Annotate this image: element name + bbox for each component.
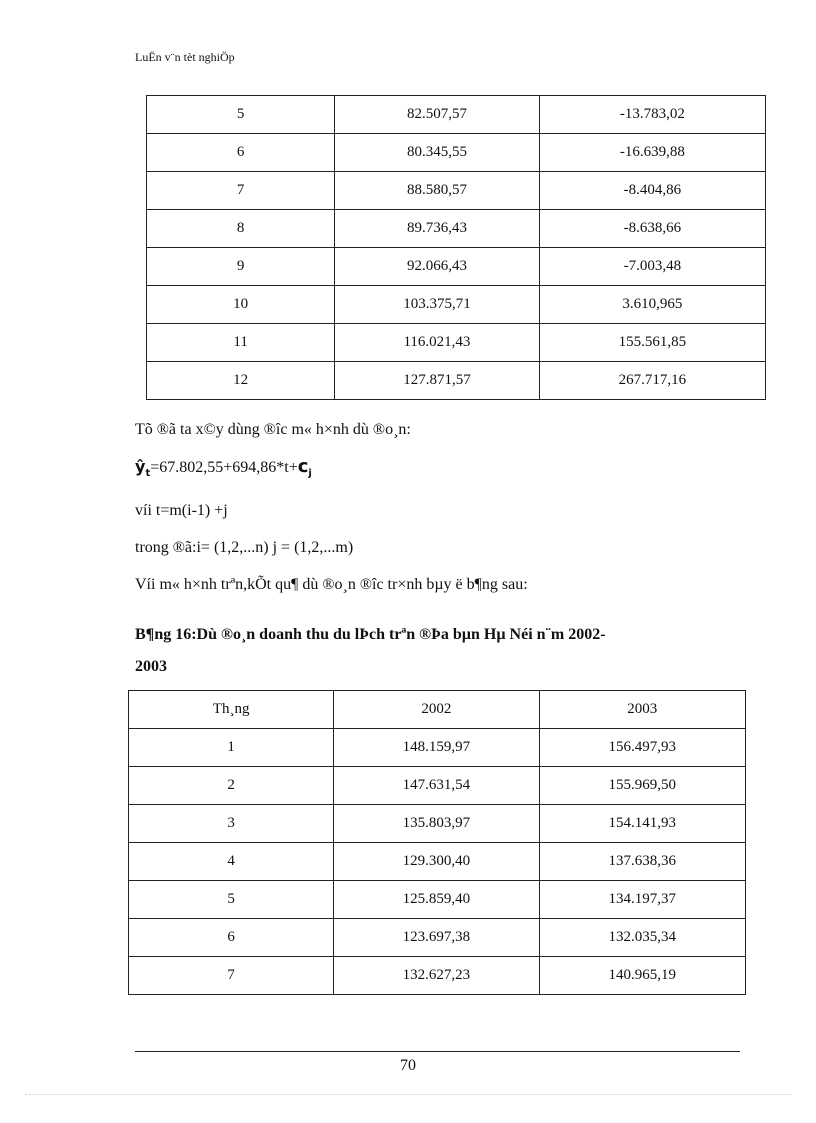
table-cell: 137.638,36 <box>539 843 745 881</box>
table-cell: 9 <box>147 248 335 286</box>
paragraph-t-definition: víi t=m(i-1) +j <box>135 502 228 519</box>
table-cell: 6 <box>129 919 334 957</box>
forecast-table-part1 <box>146 95 766 400</box>
table-cell: -8.404,86 <box>539 172 765 210</box>
table-row <box>147 286 766 324</box>
table-cell: 3 <box>129 805 334 843</box>
equation-c: c <box>297 456 309 477</box>
column-header: 2002 <box>334 691 539 729</box>
equation-c-subscript: j <box>308 468 312 479</box>
paragraph-index-ranges: trong ®ã:i= (1,2,...n) j = (1,2,...m) <box>135 539 354 556</box>
column-header: Th¸ng <box>129 691 334 729</box>
paragraph-model-intro: Tõ ®ã ta x©y dùng ®îc m« h×nh dù ®o¸n: <box>135 421 411 438</box>
table-header-row <box>129 691 746 729</box>
table-caption-line2: 2003 <box>135 658 167 675</box>
table-cell: 147.631,54 <box>334 767 539 805</box>
table-cell: 103.375,71 <box>335 286 539 324</box>
table-row <box>147 248 766 286</box>
table-row <box>129 805 746 843</box>
table-cell: 1 <box>129 729 334 767</box>
table-cell: 125.859,40 <box>334 881 539 919</box>
table-cell: 11 <box>147 324 335 362</box>
table-cell: 155.969,50 <box>539 767 745 805</box>
table-cell: 7 <box>147 172 335 210</box>
table-cell: 156.497,93 <box>539 729 745 767</box>
table-cell: 80.345,55 <box>335 134 539 172</box>
page-number: 70 <box>400 1057 416 1074</box>
table-row <box>129 957 746 995</box>
table-row <box>129 919 746 957</box>
table-row <box>147 210 766 248</box>
table-cell: 135.803,97 <box>334 805 539 843</box>
table-cell: 123.697,38 <box>334 919 539 957</box>
table-row <box>147 172 766 210</box>
table-cell: 7 <box>129 957 334 995</box>
equation-body: =67.802,55+694,86*t+ <box>150 459 298 476</box>
table-caption-line1: B¶ng 16:Dù ®o¸n doanh thu du lÞch trªn ®Þa bµn Hµ Néi n¨m 2002- <box>135 626 606 643</box>
table-cell: 2 <box>129 767 334 805</box>
table-cell: 134.197,37 <box>539 881 745 919</box>
table-cell: 155.561,85 <box>539 324 765 362</box>
table-cell: 88.580,57 <box>335 172 539 210</box>
table-cell: 129.300,40 <box>334 843 539 881</box>
footer-rule <box>135 1051 740 1052</box>
table-cell: -8.638,66 <box>539 210 765 248</box>
paragraph-results-intro: Víi m« h×nh trªn,kÕt qu¶ dù ®o¸n ®îc tr×nh bµy ë b¶ng sau: <box>135 576 528 593</box>
equation-y-subscript: t <box>145 468 151 479</box>
table-row <box>129 843 746 881</box>
table-row <box>129 881 746 919</box>
table-row <box>129 729 746 767</box>
table-cell: 89.736,43 <box>335 210 539 248</box>
table-cell: 5 <box>147 96 335 134</box>
table-cell: 4 <box>129 843 334 881</box>
running-header: LuËn v¨n tèt nghiÖp <box>135 50 235 64</box>
table-cell: -7.003,48 <box>539 248 765 286</box>
table-cell: 92.066,43 <box>335 248 539 286</box>
page-edge-divider <box>25 1094 791 1095</box>
table-cell: -13.783,02 <box>539 96 765 134</box>
table-cell: 12 <box>147 362 335 400</box>
table-cell: 140.965,19 <box>539 957 745 995</box>
table-cell: 127.871,57 <box>335 362 539 400</box>
table-cell: 154.141,93 <box>539 805 745 843</box>
table-cell: 6 <box>147 134 335 172</box>
table-row <box>147 96 766 134</box>
table-cell: 8 <box>147 210 335 248</box>
table-row <box>147 362 766 400</box>
table-cell: -16.639,88 <box>539 134 765 172</box>
table-row <box>147 324 766 362</box>
table-cell: 116.021,43 <box>335 324 539 362</box>
table-cell: 10 <box>147 286 335 324</box>
table-cell: 5 <box>129 881 334 919</box>
forecast-equation <box>135 456 312 479</box>
table-cell: 3.610,965 <box>539 286 765 324</box>
table-cell: 132.627,23 <box>334 957 539 995</box>
column-header: 2003 <box>539 691 745 729</box>
equation-y-hat: ŷ <box>135 457 146 476</box>
table-cell: 132.035,34 <box>539 919 745 957</box>
table-row <box>147 134 766 172</box>
table-cell: 148.159,97 <box>334 729 539 767</box>
table-row <box>129 767 746 805</box>
table-cell: 82.507,57 <box>335 96 539 134</box>
forecast-table-2002-2003 <box>128 690 746 995</box>
table-cell: 267.717,16 <box>539 362 765 400</box>
